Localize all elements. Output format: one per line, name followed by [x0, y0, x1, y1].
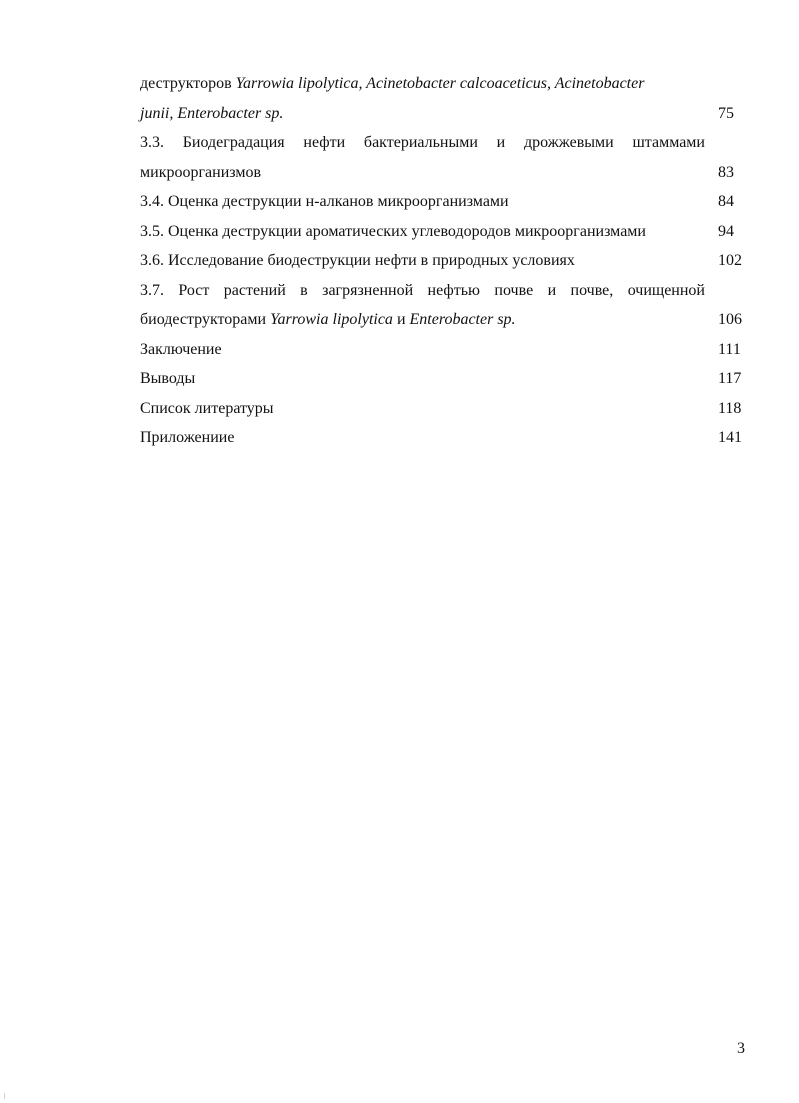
table-of-contents	[140, 69, 750, 453]
toc-text-italic: Enterobacter sp.	[409, 311, 516, 328]
toc-entry-text: 3.3. Биодеградация нефти бактериальными и дрожжевыми штаммами	[140, 134, 705, 151]
toc-entry-text: 3.4. Оценка деструкции н-алканов микроорганизмами	[140, 193, 509, 210]
toc-entry-references	[140, 394, 750, 424]
toc-line	[140, 99, 750, 129]
toc-entry-text	[140, 69, 705, 99]
toc-line	[140, 69, 750, 99]
toc-page-number: 84	[718, 193, 734, 210]
toc-line	[140, 276, 750, 306]
toc-text-italic: Yarrowia lipolytica, Acinetobacter calcoaceticus, Acinetobacter	[235, 75, 645, 92]
page-number: 3	[737, 1040, 745, 1057]
toc-line	[140, 217, 750, 247]
toc-page-number: 117	[718, 370, 742, 387]
toc-entry-3-6	[140, 246, 750, 276]
toc-page-number: 94	[718, 222, 734, 240]
toc-entry-3-7	[140, 276, 750, 335]
toc-text-italic: Yarrowia lipolytica	[270, 311, 393, 328]
toc-text-italic: junii, Enterobacter sp.	[140, 104, 284, 122]
toc-entry-destructors	[140, 69, 750, 128]
toc-entry-text: 3.5. Оценка деструкции ароматических углеводородов микроорганизмами	[140, 222, 646, 240]
toc-line	[140, 128, 750, 158]
scan-edge-mark	[4, 1093, 5, 1099]
toc-entry-3-5	[140, 217, 750, 247]
toc-page-number: 75	[718, 104, 734, 122]
toc-entry-3-3	[140, 128, 750, 187]
toc-line	[140, 335, 750, 365]
toc-page-number: 111	[718, 340, 741, 358]
toc-line	[140, 305, 750, 335]
toc-text-part: деструкторов	[140, 75, 236, 92]
toc-entry-text: Заключение	[140, 340, 222, 358]
toc-page-number: 83	[718, 163, 734, 181]
toc-entry-text: Приложениие	[140, 429, 235, 446]
toc-entry-3-4	[140, 187, 750, 217]
toc-entry-findings	[140, 364, 750, 394]
toc-page-number: 102	[718, 252, 742, 269]
toc-line	[140, 364, 750, 394]
toc-entry-text	[140, 99, 705, 129]
toc-entry-text: Список литературы	[140, 399, 274, 417]
toc-text-part: биодеструкторами	[140, 311, 271, 328]
toc-text-part: и	[392, 311, 410, 328]
toc-entry-text: 3.6. Исследование биодеструкции нефти в природных условиях	[140, 252, 575, 269]
toc-entry-conclusion	[140, 335, 750, 365]
toc-entry-text: 3.7. Рост растений в загрязненной нефтью почве и почве, очищенной	[140, 281, 705, 299]
toc-line	[140, 246, 750, 276]
toc-page-number: 141	[718, 429, 742, 446]
toc-line	[140, 187, 750, 217]
toc-entry-text	[140, 305, 705, 335]
toc-line	[140, 423, 750, 453]
toc-line	[140, 394, 750, 424]
toc-page-number: 106	[718, 311, 742, 328]
toc-page-number: 118	[718, 399, 742, 417]
toc-line	[140, 158, 750, 188]
toc-entry-text: микроорганизмов	[140, 163, 262, 181]
toc-entry-text: Выводы	[140, 370, 196, 387]
toc-entry-appendix	[140, 423, 750, 453]
